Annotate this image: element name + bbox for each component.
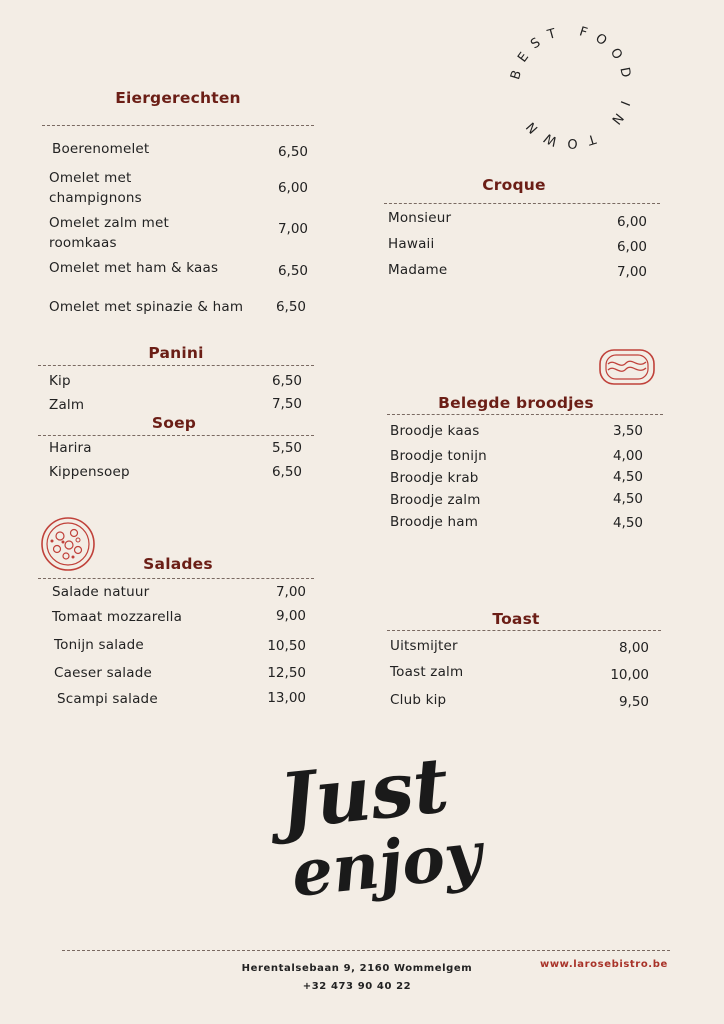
menu-item-price: 7,50 (271, 396, 302, 412)
menu-item-name: Tonijn salade (54, 637, 144, 653)
menu-item-name: Madame (388, 262, 448, 278)
slogan-just-enjoy (262, 730, 486, 930)
divider (38, 435, 314, 436)
slogan-line1: Just (275, 740, 453, 847)
slogan-line2: enjoy (288, 817, 486, 913)
menu-item-name: Tomaat mozzarella (52, 609, 183, 625)
section-title-belegde-broodjes: Belegde broodjes (438, 394, 594, 412)
menu-item-price: 7,00 (616, 264, 647, 280)
footer-address: Herentalsebaan 9, 2160 Wommelgem (241, 963, 473, 974)
section-title-croque: Croque (482, 176, 546, 194)
menu-item-price: 6,50 (275, 299, 306, 315)
menu-item-name: Broodje zalm (390, 492, 481, 508)
menu-item-name: Uitsmijter (390, 638, 458, 654)
menu-item-price: 4,50 (612, 515, 643, 531)
menu-item-name: Hawaii (388, 236, 435, 252)
menu-item-price: 4,00 (612, 448, 643, 464)
menu-item-name: Caeser salade (54, 665, 152, 681)
section-title-toast: Toast (492, 610, 540, 628)
menu-item-name: Omelet met spinazie & ham (49, 299, 244, 315)
menu-item-price: 13,00 (267, 690, 306, 706)
menu-item-price: 7,00 (275, 584, 306, 600)
pizza-icon (40, 516, 96, 572)
footer-divider (62, 950, 670, 951)
menu-item-name: Broodje tonijn (390, 448, 487, 464)
menu-item-name: Kippensoep (49, 464, 130, 480)
menu-item-price: 8,00 (618, 640, 649, 656)
divider (387, 630, 661, 631)
menu-item-name: Toast zalm (390, 664, 464, 680)
menu-item-name: Club kip (390, 692, 447, 708)
menu-item-price: 6,50 (271, 373, 302, 389)
menu-item-price: 6,00 (616, 214, 647, 230)
menu-item-name: Monsieur (388, 210, 452, 226)
menu-item-name: Salade natuur (52, 584, 150, 600)
menu-item-price: 10,50 (267, 638, 306, 654)
divider (384, 203, 660, 204)
best-food-badge (498, 14, 644, 160)
menu-item-price: 4,50 (612, 469, 643, 485)
menu-item-name: Scampi salade (57, 691, 158, 707)
menu-item-price: 5,50 (271, 440, 302, 456)
section-title-salades: Salades (143, 555, 213, 573)
menu-item-price: 12,50 (267, 665, 306, 681)
section-title-eiergerechten: Eiergerechten (115, 89, 241, 107)
menu-item-name: Kip (49, 373, 71, 389)
menu-item-price: 6,50 (271, 464, 302, 480)
divider (387, 414, 663, 415)
section-title-panini: Panini (148, 344, 204, 362)
divider (38, 365, 314, 366)
menu-item-name: Omelet zalm met roomkaas (49, 215, 170, 251)
menu-item-name: Omelet met champignons (49, 170, 142, 206)
divider (38, 578, 314, 579)
menu-item-name: Broodje ham (390, 514, 479, 530)
menu-item-price: 7,00 (277, 221, 308, 237)
menu-item-name: Omelet met ham & kaas (49, 260, 219, 276)
menu-item-price: 6,00 (277, 180, 308, 196)
divider (42, 125, 314, 126)
menu-item-price: 6,00 (616, 239, 647, 255)
menu-item-price: 9,50 (618, 694, 649, 710)
menu-item-name: Broodje krab (390, 470, 479, 486)
footer-website-link[interactable]: www.larosebistro.be (540, 959, 668, 970)
menu-item-price: 10,00 (610, 667, 649, 683)
menu-item-price: 6,50 (277, 263, 308, 279)
menu-item-price: 3,50 (612, 423, 643, 439)
menu-item-name: Boerenomelet (52, 141, 150, 157)
footer-phone: +32 473 90 40 22 (302, 981, 412, 992)
menu-item-name: Broodje kaas (390, 423, 480, 439)
section-title-soep: Soep (151, 414, 197, 432)
menu-item-price: 4,50 (612, 491, 643, 507)
badge-text: BEST FOOD IN TOWN (508, 23, 635, 151)
menu-item-name: Harira (49, 440, 92, 456)
menu-item-price: 9,00 (275, 608, 306, 624)
sandwich-icon (598, 346, 658, 388)
menu-item-price: 6,50 (277, 144, 308, 160)
menu-item-name: Zalm (49, 397, 85, 413)
